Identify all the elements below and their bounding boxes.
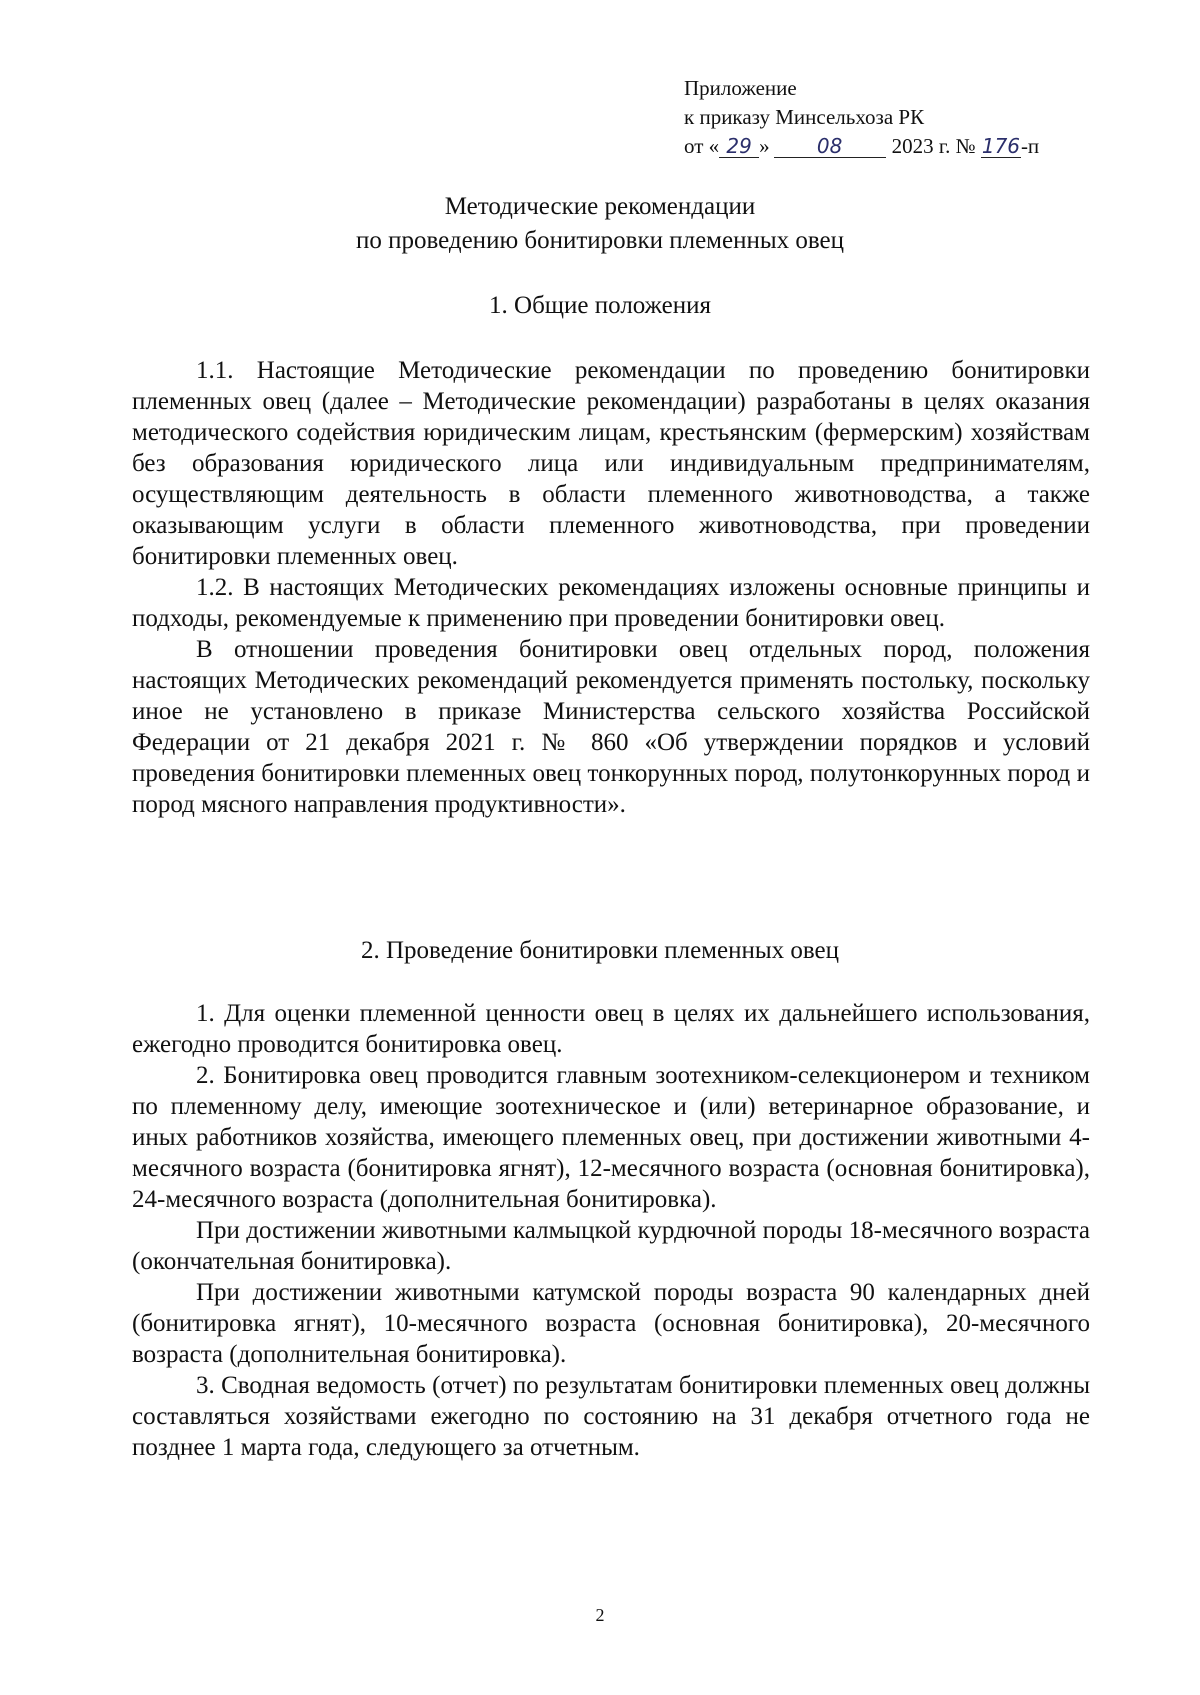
order-suffix: -п: [1020, 134, 1040, 158]
paragraph: При достижении животными калмыцкой курдючной породы 18-месячного возраста (окончательная бонитировка).: [132, 1217, 1090, 1275]
title-line-2: по проведению бонитировки племенных овец: [355, 227, 845, 254]
paragraph: При достижении животными катумской породы возраста 90 календарных дней (бонитировка ягнят), 10-месячного возраста (основная бонитировка), 20-месячного возраста (дополнительная бонитировка).: [132, 1279, 1090, 1368]
date-prefix: от «: [684, 134, 720, 158]
paragraph: 1.1. Настоящие Методические рекомендации по проведению бонитировки племенных овец (далее – Методические рекомендации) разработаны в целях оказания методического содействия юридическим лицам, крестьянским (фермерским) хозяйствам без образования юридического лица или индивидуальным предпринимателям, осуществляющим деятельность в области племенного животноводства, а также оказывающим услуги в области племенного животноводства, при проведении бонитировки племенных овец.: [132, 357, 1090, 570]
page-number: 2: [595, 1605, 605, 1625]
section-2-heading: 2. Проведение бонитировки племенных овец: [360, 937, 840, 964]
paragraph: В отношении проведения бонитировки овец отдельных пород, положения настоящих Методических рекомендаций рекомендуется применять постольку, поскольку иное не установлено в приказе Министерства сельского хозяйства Российской Федерации от 21 декабря 2021 г. № 860 «Об утверждении порядков и условий проведения бонитировки племенных овец тонкорунных пород, полутонкорунных пород и пород мясного направления продуктивности».: [132, 636, 1090, 818]
appendix-date-line: [684, 132, 1039, 161]
document-title: [120, 190, 1080, 258]
title-line-1: Методические рекомендации: [444, 193, 756, 220]
date-mid: »: [759, 134, 770, 158]
appendix-block: [684, 74, 1039, 161]
section-2-body: [132, 998, 1090, 1463]
paragraph: 1.2. В настоящих Методических рекомендациях изложены основные принципы и подходы, рекомендуемые к применению при проведении бонитировки овец.: [132, 574, 1090, 632]
handwritten-day: 29: [719, 135, 759, 158]
appendix-label: Приложение: [684, 76, 797, 100]
section-1-body: [132, 355, 1090, 820]
paragraph: 2. Бонитировка овец проводится главным зоотехником-селекционером и техником по племенному делу, имеющие зоотехническое и (или) ветеринарное образование, и иных работников хозяйства, имеющего племенных овец, при достижении животными 4-месячного возраста (бонитировка ягнят), 12-месячного возраста (основная бонитировка), 24-месячного возраста (дополнительная бонитировка).: [132, 1062, 1090, 1213]
section-1-heading: 1. Общие положения: [489, 292, 711, 319]
date-year: 2023 г. №: [891, 134, 976, 158]
paragraph: 1. Для оценки племенной ценности овец в целях их дальнейшего использования, ежегодно проводится бонитировка овец.: [132, 1000, 1090, 1058]
handwritten-month: 08: [774, 135, 886, 158]
handwritten-order-number: 176: [981, 134, 1021, 158]
paragraph: 3. Сводная ведомость (отчет) по результатам бонитировки племенных овец должны составляться хозяйствами ежегодно по состоянию на 31 декабря отчетного года не позднее 1 марта года, следующего за отчетным.: [132, 1372, 1090, 1461]
appendix-order-ref: к приказу Минсельхоза РК: [684, 105, 925, 129]
